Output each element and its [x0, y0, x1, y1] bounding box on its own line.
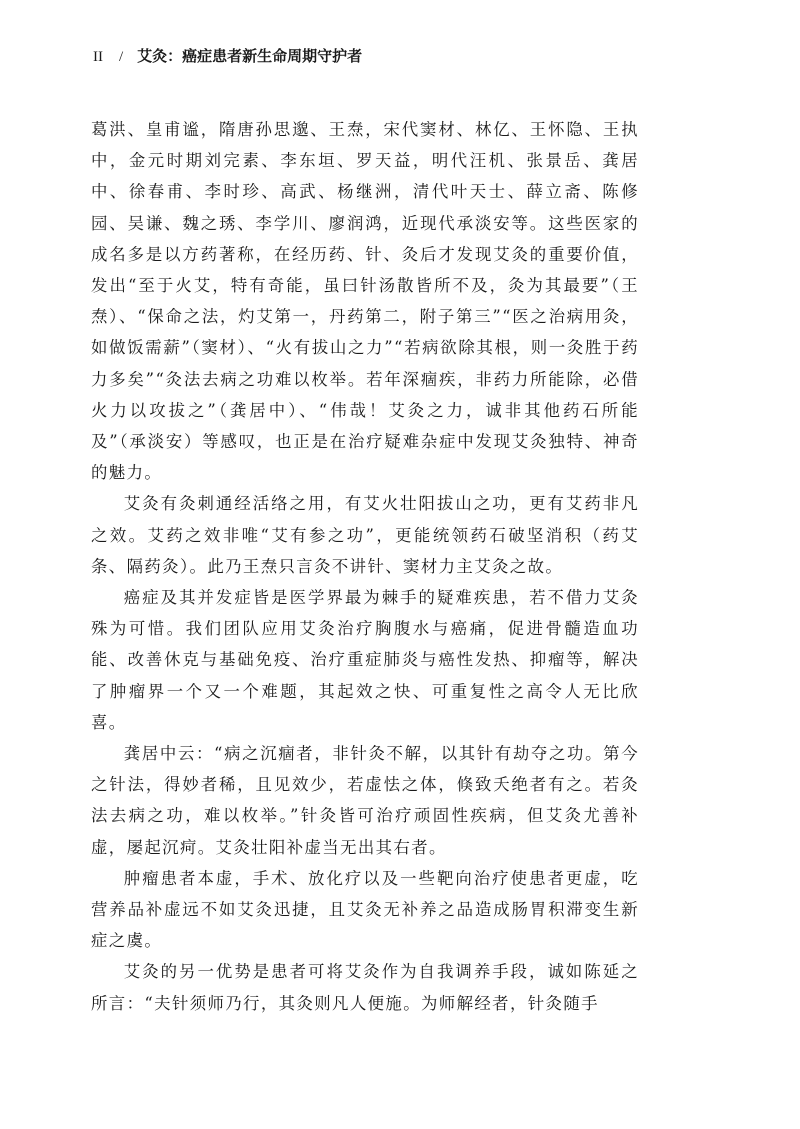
paragraph-2: 艾灸有灸刺通经活络之用，有艾火壮阳拔山之功，更有艾药非凡之效。艾药之效非唯“艾有参之功”，更能统领药石破坚消积（药艾条、隔药灸）。此乃王焘只言灸不讲针、窦材力主艾灸之故。 [91, 494, 639, 576]
paragraph-6: 艾灸的另一优势是患者可将艾灸作为自我调养手段，诚如陈延之所言：“夫针须师乃行，其灸则凡人便施。为师解经者，针灸随手 [91, 962, 639, 1013]
paragraph-1: 葛洪、皇甫谧，隋唐孙思邈、王焘，宋代窦材、林亿、王怀隐、王执中，金元时期刘完素、李东垣、罗天益，明代汪机、张景岳、龚居中、徐春甫、李时珍、高武、杨继洲，清代叶天士、薛立斋、陈修园、吴谦、魏之琇、李学川、廖润鸿，近现代承淡安等。这些医家的成名多是以方药著称，在经历药、针、灸后才发现艾灸的重要价值，发出“至于火艾，特有奇能，虽曰针汤散皆所不及，灸为其最要”（王焘）、“保命之法，灼艾第一，丹药第二，附子第三”“医之治病用灸，如做饭需薪”（窦材）、“火有拔山之力”“若病欲除其根，则一灸胜于药力多矣”“灸法去病之功难以枚举。若年深痼疾，非药力所能除，必借火力以攻拔之”（龚居中）、“伟哉！艾灸之力，诚非其他药石所能及”（承淡安）等感叹，也正是在治疗疑难杂症中发现艾灸独特、神奇的魅力。 [91, 120, 639, 483]
body-text [91, 114, 639, 1019]
paragraph-4: 龚居中云：“病之沉痼者，非针灸不解，以其针有劫夺之功。第今之针法，得妙者稀，且见效少，若虚怯之体，倏致夭绝者有之。若灸法去病之功，难以枚举。”针灸皆可治疗顽固性疾病，但艾灸尤善补虚，屡起沉疴。艾灸壮阳补虚当无出其右者。 [91, 744, 639, 857]
paragraph-3: 癌症及其并发症皆是医学界最为棘手的疑难疾患，若不借力艾灸殊为可惜。我们团队应用艾灸治疗胸腹水与癌痛，促进骨髓造血功能、改善休克与基础免疫、治疗重症肺炎与癌性发热、抑瘤等，解决了肿瘤界一个又一个难题，其起效之快、可重复性之高令人无比欣喜。 [91, 588, 639, 732]
paragraph-5: 肿瘤患者本虚，手术、放化疗以及一些靶向治疗使患者更虚，吃营养品补虚远不如艾灸迅捷，且艾灸无补养之品造成肠胃积滞变生新症之虞。 [91, 868, 639, 951]
book-title: 艾灸：癌症患者新生命周期守护者 [137, 47, 363, 65]
running-header [93, 44, 653, 68]
page-number: II [93, 49, 103, 65]
header-separator: / [119, 49, 124, 65]
